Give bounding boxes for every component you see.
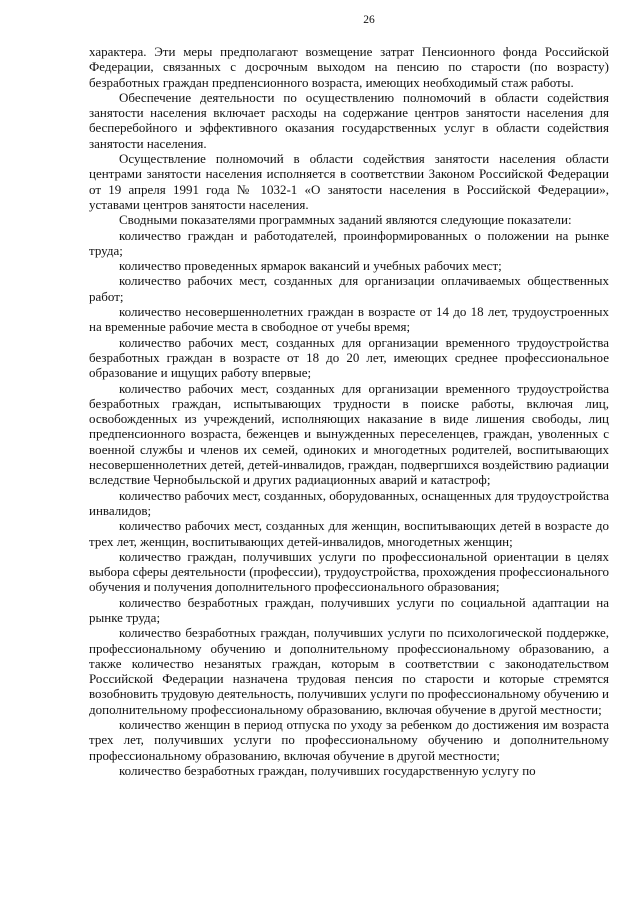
paragraph: количество рабочих мест, созданных для организации оплачиваемых общественных работ; <box>89 273 609 304</box>
paragraph: количество рабочих мест, созданных для женщин, воспитывающих детей в возрасте до трех лет, женщин, воспитывающих детей-инвалидов, многодетных женщин; <box>89 518 609 549</box>
paragraph: Сводными показателями программных заданий являются следующие показатели: <box>119 212 572 228</box>
paragraph: количество женщин в период отпуска по уходу за ребенком до достижения им возраста трех лет, получивших услуги по профессиональному обучению и дополнительному профессиональному образованию, включая обучение в другой местности; <box>89 717 609 763</box>
paragraph: количество проведенных ярмарок вакансий и учебных рабочих мест; <box>119 258 502 274</box>
paragraph: количество несовершеннолетних граждан в возрасте от 14 до 18 лет, трудоустроенных на временные рабочие места в свободное от учебы время; <box>89 304 609 335</box>
paragraph: количество рабочих мест, созданных для организации временного трудоустройства безработных граждан, испытывающих трудности в поиске работы, включая лиц, освобожденных из учреждений, исполняющих наказание в виде лишения свободы, лиц предпенсионного возраста, беженцев и вынужденных переселенцев, граждан, уволенных с военной службы и членов их семей, одиноких и многодетных родителей, воспитывающих несовершеннолетних детей, детей-инвалидов, граждан, подвергшихся воздействию радиации вследствие Чернобыльской и других радиационных аварий и катастроф; <box>89 380 609 488</box>
paragraph: количество рабочих мест, созданных, оборудованных, оснащенных для трудоустройства инвалидов; <box>89 487 609 518</box>
paragraph: количество граждан, получивших услуги по профессиональной ориентации в целях выбора сферы деятельности (профессии), трудоустройства, прохождения профессионального обучения и получения дополнительного профессионального образования; <box>89 548 609 595</box>
paragraph: количество безработных граждан, получивших услуги по психологической поддержке, профессиональному обучению и дополнительному профессиональному образованию, а также количество незанятых граждан, которым в соответствии с законодательством Российской Федерации назначена трудовая пенсия по старости и которые стремятся возобновить трудовую деятельность, получивших услуги по профессиональному обучению и дополнительному профессиональному образованию, включая обучение в другой местности; <box>89 625 609 717</box>
paragraph: характера. Эти меры предполагают возмещение затрат Пенсионного фонда Российской Федерации, связанных с досрочным выходом на пенсию по старости (по возрасту) безработных граждан предпенсионного возраста, имеющих необходимый стаж работы. <box>89 44 609 90</box>
paragraph: Обеспечение деятельности по осуществлению полномочий в области содействия занятости населения включает расходы на содержание центров занятости населения для бесперебойного и эффективного оказания государственных услуг в области содействия занятости населения. <box>89 89 609 151</box>
page-number: 26 <box>363 14 375 26</box>
paragraph: количество безработных граждан, получивших государственную услугу по <box>119 762 536 778</box>
paragraph: количество граждан и работодателей, проинформированных о положении на рынке труда; <box>89 227 609 258</box>
paragraph: количество безработных граждан, получивших услуги по социальной адаптации на рынке труда; <box>89 594 609 625</box>
document-body <box>89 44 609 778</box>
paragraph: Осуществление полномочий в области содействия занятости населения области центрами занятости населения исполняется в соответствии Законом Российской Федерации от 19 апреля 1991 года № 1032-1 «О занятости населения в Российской Федерации», уставами центров занятости населения. <box>89 151 609 212</box>
paragraph: количество рабочих мест, созданных для организации временного трудоустройства безработных граждан в возрасте от 18 до 20 лет, имеющих среднее профессиональное образование и ищущих работу впервые; <box>89 334 609 381</box>
